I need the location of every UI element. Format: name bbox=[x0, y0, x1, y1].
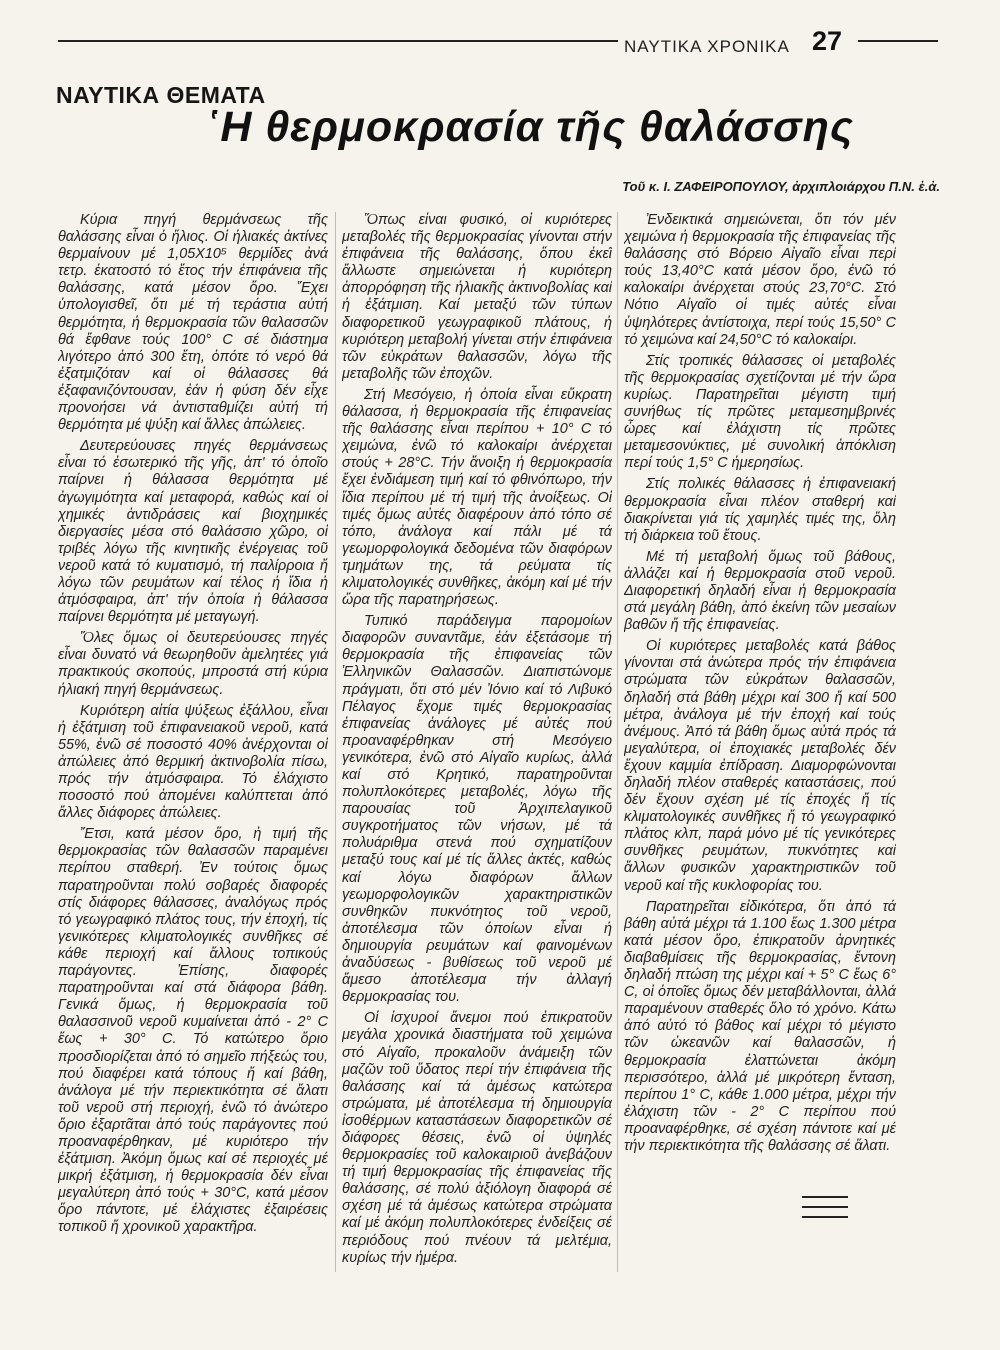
paragraph: Ἐνδεικτικά σημειώνεται, ὅτι τόν μέν χειμώνα ἡ θερμοκρασία τῆς ἐπιφανείας τῆς θαλάσσης στό Βόρειο Αἰγαῖο εἶναι περί τούς 13,40°C κατά μέσον ὅρο, ἐνῶ τό καλοκαίρι ἀνέρχεται στούς 23,70°C. Στό Νότιο Αἰγαῖο οἱ τιμές αὐτές εἶναι ὑψηλότερες ἀντίστοιχα, περί τούς 15,50° C τό χειμώνα καί 24,50°C τό καλοκαίρι. bbox=[624, 212, 896, 348]
header-rule-left bbox=[58, 40, 618, 42]
column-divider bbox=[335, 212, 336, 1272]
article-title: ῾Η θερμοκρασία τῆς θαλάσσης bbox=[205, 103, 854, 151]
column-divider bbox=[617, 212, 618, 1272]
paragraph: Μέ τή μεταβολή ὅμως τοῦ βάθους, ἀλλάζει καί ἡ θερμοκρασία στοῦ νεροῦ. Διαφορετική δηλαδή εἶναι ἡ θερμοκρασία στά μεγάλη βάθη, ἀπό ἐκείνη τῶν μεσαίων βαθῶν ἤ τῆς ἐπιφανείας. bbox=[624, 548, 896, 634]
paragraph: Στίς πολικές θάλασσες ἡ ἐπιφανειακή θερμοκρασία εἶναι πλέον σταθερή καί διακρίνεται γιά τίς χαμηλές τιμές της, ὅλη τή διάρκεια τοῦ ἔτους. bbox=[624, 476, 896, 544]
paragraph: Στίς τροπικές θάλασσες οἱ μεταβολές τῆς θερμοκρασίας σχετίζονται μέ τήν ὥρα κυρίως. Παρατηρεῖται μέγιστη τιμή συνήθως τίς πρῶτες μεταμεσημβρινές ὧρες καί ἐλάχιστη τίς πρῶτες μεταμεσονύκτιες, μέ συνολική ἀπόκλιση περί τούς 1,5° C ἡμερησίως. bbox=[624, 352, 896, 472]
end-of-article-mark bbox=[802, 1206, 848, 1208]
magazine-name: ΝΑΥΤΙΚΑ ΧΡΟΝΙΚΑ bbox=[624, 37, 790, 56]
paragraph: Ἔτσι, κατά μέσον ὅρο, ἡ τιμή τῆς θερμοκρασίας τῶν θαλασσῶν παραμένει περίπου σταθερή. Ἐν τούτοις ὅμως παρατηροῦνται πολύ σοβαρές διαφορές στίς διάφορες θάλασσες, ἀναλόγως πρός τό γεωγραφικό πλάτος τους, τήν ἐποχή, τίς γενικότερες κλιματολογικές συνθῆκες σέ κάθε περιοχή καί ἄλλους τοπικούς παράγοντες. Ἐπίσης, διαφορές παρατηροῦνται καί στά διάφορα βάθη. Γενικά ὅμως, ἡ θερμοκρασία τοῦ θαλασσινοῦ νεροῦ κυμαίνεται ἀπό - 2° C ἕως + 30° C. Τό κατώτερο ὅριο προσδιορίζεται ἀπό τό σημεῖο πήξεώς του, πού διαφέρει κατά τόπους ἤ καί βάθη, ἀνάλογα μέ τήν περιεκτικότητα σέ ἅλατι τοῦ νεροῦ στή περιοχή, ἐνῶ τό ἀνώτερο ὅριο ἐξαρτᾶται ἀπό τούς παράγοντες πού προαναφέρθηκαν, μέ κυριότερο τήν ἐξάτμιση. Ἀκόμη ὅμως καί σέ περιοχές μέ μικρή ἐξάτμιση, ἡ θερμοκρασία δέν εἶναι μεγαλύτερη ἀπό τούς + 30°C, κατά μέσον ὅρο πάντοτε, μέ ἐλάχιστες ἐξαιρέσεις τοπικοῦ ἤ χρονικοῦ χαρακτῆρα. bbox=[58, 826, 328, 1236]
header-rule-right bbox=[858, 40, 938, 42]
text-column-1 bbox=[58, 212, 328, 1292]
paragraph: Κύρια πηγή θερμάνσεως τῆς θαλάσσης εἶναι ὁ ἥλιος. Οἱ ἡλιακές ἀκτίνες θερμαίνουν μέ 1,05Χ10⁵ θερμίδες ἀνά τετρ. ἑκατοστό τό ἔτος τήν ἐπιφάνεια τῆς θαλάσσης, κατά μέσον ὅρο. Ἔχει ὑπολογισθεῖ, ὅτι μέ τή τεράστια αὐτή θερμότητα, ἡ θερμοκρασία τῶν θαλασσῶν θά ἔφθανε τούς 100° C σέ διάστημα λιγότερο ἀπό 300 ἔτη, ὁπότε τό νερό θά ἐξατμιζόταν καί οἱ θάλασσες θά ἐξαφανιζόντουσαν, ἐάν ἡ φύση δέν εἶχε προνοήσει νά ἀντισταθμίζει αὐτή τή θερμότητα μέ ψύξη καί ἄλλες ἀπώλειες. bbox=[58, 212, 328, 434]
paragraph: Οἱ κυριότερες μεταβολές κατά βάθος γίνονται στά ἀνώτερα πρός τήν ἐπιφάνεια στρώματα τῶν εὐκράτων θαλασσῶν, δηλαδή στά βάθη μέχρι καί 300 ἤ καί 500 μέτρα, ἀνάλογα μέ τήν ἐποχή καί τούς ἀνέμους. Ἀπό τά βάθη ὅμως αὐτά πρός τά μεγαλύτερα, οἱ ἐποχιακές μεταβολές δέν ἔχουν καμμία ἐπίδραση. Διαμορφώνονται δηλαδή πλέον σταθερές καταστάσεις, πού δέν ἔχουν σχέση μέ τίς ἐποχές ἤ τίς κλιματολογικές συνθῆκες ἤ τό γεωγραφικό πλάτος κλπ, παρά μόνο μέ τίς γενικότερες συνθῆκες ρευμάτων, πυκνότητες καί ἄλλων φυσικῶν χαρακτηριστικῶν τοῦ νεροῦ καί τῆς κυκλοφορίας του. bbox=[624, 638, 896, 894]
text-column-3 bbox=[624, 212, 896, 1292]
end-of-article-mark bbox=[802, 1196, 848, 1198]
section-label: ΝΑΥΤΙΚΑ ΘΕΜΑΤΑ bbox=[56, 82, 266, 108]
paragraph: Ὅλες ὅμως οἱ δευτερεύουσες πηγές εἶναι δυνατό νά θεωρηθοῦν ἀμελητέες γιά πρακτικούς σκοπούς, μπροστά στή κύρια ἡλιακή πηγή θερμάνσεως. bbox=[58, 630, 328, 698]
paragraph: Παρατηρεῖται εἰδικότερα, ὅτι ἀπό τά βάθη αὐτά μέχρι τά 1.100 ἕως 1.300 μέτρα κατά μέσον ὅρο, ἐπικρατοῦν ἀρνητικές διαβαθμίσεις τῆς θερμοκρασίας, ἔντονη δηλαδή πτώση της μέχρι καί + 5° C ἕως 6° C, οἱ ὁποῖες ὅμως δέν μεταβάλλονται, ἀλλά παραμένουν σταθερές ὅλο τό χρόνο. Κάτω ἀπό αὐτό τό βάθος καί μέχρι τό μέγιστο τῶν ὠκεανῶν καί θαλασσῶν, ἡ θερμοκρασία ἐλαττώνεται ἀκόμη περισσότερο, ἀλλά μέ μικρότερη ἔνταση, περίπου 1° C, κάθε 1.000 μέτρα, μέχρι τήν ἐλάχιστη τῶν - 2° C περίπου πού προαναφέρθηκε, σέ σχέση πάντοτε καί μέ τήν περιεκτικότητα τῆς θαλάσσης σέ ἅλατι. bbox=[624, 898, 896, 1154]
paragraph: Τυπικό παράδειγμα παρομοίων διαφορῶν συναντᾶμε, ἐάν ἐξετάσομε τή θερμοκρασία τῆς ἐπιφανείας τῶν Ἑλληνικῶν Θαλασσῶν. Διαπιστώνομε πράγματι, ὅτι στό μέν Ἰόνιο καί τό Λιβυκό Πέλαγος ἔχομε τιμές θερμοκρασίας ἐπιφανείας ἀνάλογες μέ αὐτές πού προαναφέρθηκαν στή Μεσόγειο γενικότερα, ἐνῶ στό Αἰγαῖο κυρίως, ἀλλά καί στό Κρητικό, παρατηροῦνται πολυπλοκότερες μεταβολές, λόγω τῆς παρουσίας τοῦ Ἀρχιπελαγικοῦ συγκροτήματος τῶν νήσων, μέ τά πολυάριθμα στενά πού σχηματίζουν μεταξύ τους καί μέ τίς ἄλλες ἀκτές, καθώς καί λόγω διαφόρων ἄλλων γεωμορφολογικῶν χαρακτηριστικῶν συνθηκῶν πυκνότητος τοῦ νεροῦ, ἀποτέλεσμα τῶν ὁποίων εἶναι ἡ δημιουργία ρευμάτων καί φαινομένων ἀναδύσεως - βυθίσεως τοῦ νεροῦ μέ ἄμεσο ἀποτέλεσμα τήν ἀλλαγή θερμοκρασίας του. bbox=[342, 613, 612, 1006]
end-of-article-mark bbox=[802, 1216, 848, 1218]
text-column-2 bbox=[342, 212, 612, 1292]
paragraph: Ὅπως εἶναι φυσικό, οἱ κυριότερες μεταβολές τῆς θερμοκρασίας γίνονται στήν ἐπιφάνεια τῆς θαλάσσης, ὅπου ἐκεῖ ἄλλωστε σημειώνεται ἡ κυριότερη ἀπορρόφηση τῆς ἡλιακῆς ἀκτινοβολίας καί ἡ ἐξάτμιση. Καί μεταξύ τῶν τύπων διαφορετικοῦ γεωγραφικοῦ πλάτους, ἡ κυριότερη μεταβολή γίνεται στήν ἐπιφάνεια τῶν εὐκράτων θαλασσῶν, λόγω τῆς μεταβολῆς τῶν ἐποχῶν. bbox=[342, 212, 612, 382]
page-number: 27 bbox=[812, 26, 843, 56]
paragraph: Οἱ ἰσχυροί ἄνεμοι πού ἐπικρατοῦν μεγάλα χρονικά διαστήματα τοῦ χειμώνα στό Αἰγαῖο, προκαλοῦν ἀνάμειξη τῶν μαζῶν τοῦ ὕδατος περί τήν ἐπιφάνεια τῆς θαλάσσης καί τά ἀμέσως κατώτερα στρώματα, μέ ἀποτέλεσμα τή δημιουργία ἰσοθέρμων καταστάσεων διαφορετικῶν σέ διάφορες θέσεις, ἐνῶ οἱ ὑψηλές θερμοκρασίες τοῦ καλοκαιριοῦ ἀνεβάζουν τή τιμή θερμοκρασίας τῆς ἐπιφανείας τῆς θαλάσσης, σέ πολύ ἀξιόλογη διαφορά σέ σχέση μέ τά ἀμέσως κατώτερα στρώματα καί μέ ἀκόμη πολυπλοκότερες ἐνδείξεις σέ περιόδους πού πνέουν τά μελτέμια, κυρίως τήν ἡμέρα. bbox=[342, 1010, 612, 1266]
paragraph: Στή Μεσόγειο, ἡ ὁποία εἶναι εὔκρατη θάλασσα, ἡ θερμοκρασία τῆς ἐπιφανείας τῆς θαλάσσης εἶναι περίπου + 10° C τό χειμώνα, ἐνῶ τό καλοκαίρι ἀνέρχεται στούς + 28°C. Τήν ἄνοιξη ἡ θερμοκρασία ἔχει ἐνδιάμεση τιμή καί τό φθινόπωρο, τήν ἴδια περίπου μέ τή τιμή τῆς ἀνοίξεως. Οἱ τιμές ὅμως αὐτές διαφέρουν ἀπό τόπο σέ τόπο, ἀνάλογα καί πάλι μέ τά γεωμορφολογικά δεδομένα τῶν διαφόρων τμημάτων της, τά ρεύματα τίς κλιματολογικές συνθῆκες, ἀκόμη καί μέ τήν ὥρα τῆς παρατηρήσεως. bbox=[342, 386, 612, 609]
paragraph: Δευτερεύουσες πηγές θερμάνσεως εἶναι τό ἐσωτερικό τῆς γῆς, ἀπ' τό ὁποῖο παίρνει ἡ θάλασσα θερμότητα μέ ἀγωγιμότητα καί μεταφορά, καθώς καί οἱ χημικές ἀντιδράσεις καί βιοχημικές διεργασίες μέσα στό θαλάσσιο χῶρο, οἱ τριβές λόγω τῆς κινητικῆς ἐνέργειας τοῦ νεροῦ κατά τό κυματισμό, τή παλίρροια ἤ λόγω τῶν ρευμάτων καί τέλος ἡ ἴδια ἡ ἀτμόσφαιρα, ἀπ' τήν ὁποία ἡ θάλασσα παίρνει θερμότητα μέ μεταγωγή. bbox=[58, 438, 328, 626]
paragraph: Κυριότερη αἰτία ψύξεως ἐξάλλου, εἶναι ἡ ἐξάτμιση τοῦ ἐπιφανειακοῦ νεροῦ, κατά 55%, ἐνῶ σέ ποσοστό 40% ἀνέρχονται οἱ ἀπώλειες ἀπό θερμική ἀκτινοβολία πίσω, πρός τήν ἀτμόσφαιρα. Τό ἐλάχιστο ποσοστό πού ἀπομένει καλύπτεται ἀπό ἄλλες διάφορες ἀπώλειες. bbox=[58, 702, 328, 822]
byline: Τοῦ κ. Ι. ΖΑΦΕΙΡΟΠΟΥΛΟΥ, ἀρχιπλοιάρχου Π.Ν. ἐ.ἀ. bbox=[622, 179, 940, 194]
